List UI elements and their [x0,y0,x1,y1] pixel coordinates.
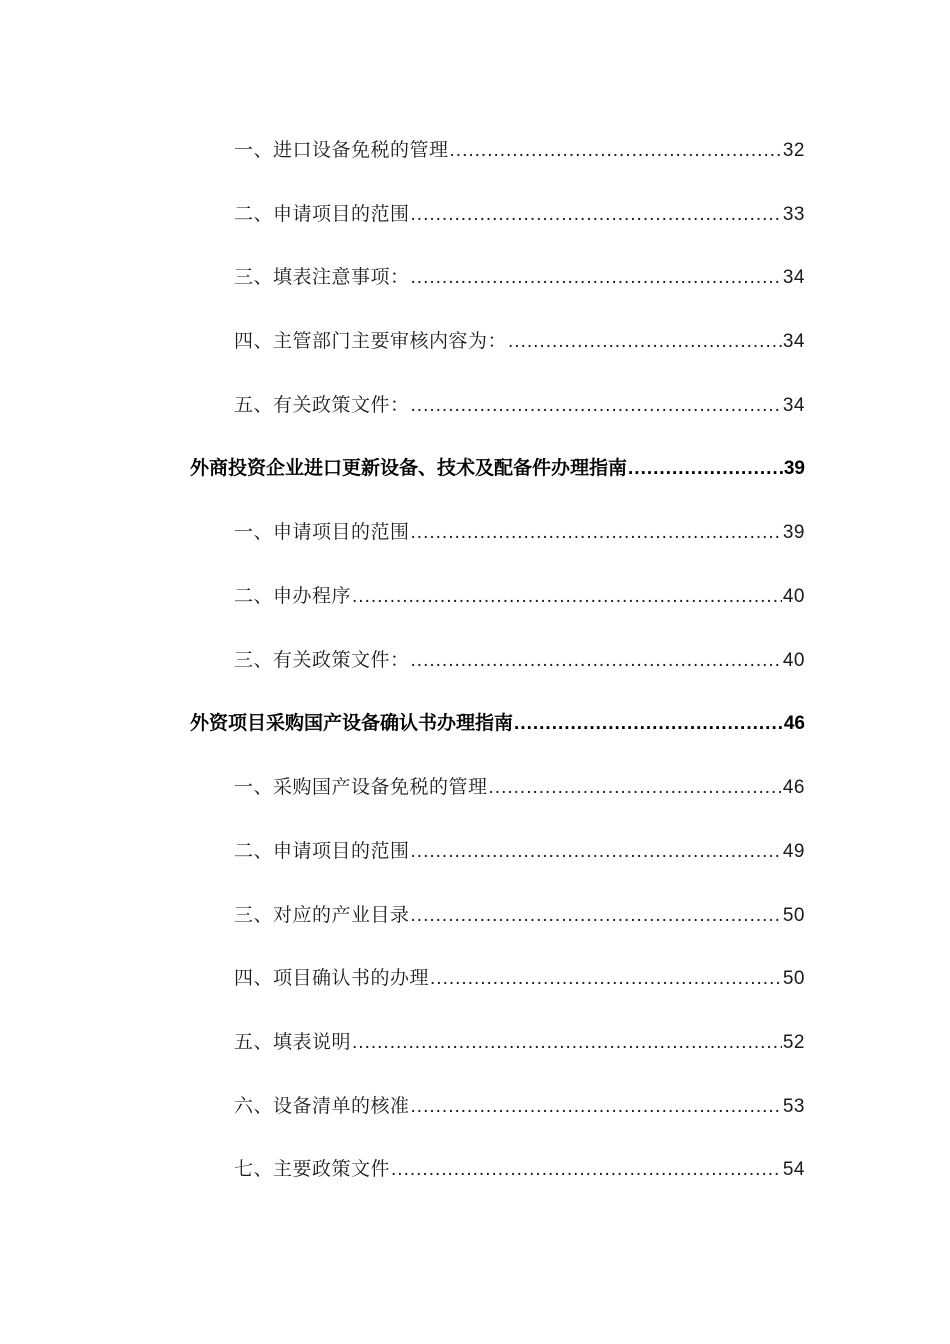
toc-page-number: 53 [782,1096,805,1117]
toc-page-number: 40 [782,650,805,671]
toc-dot-leader [411,901,782,931]
toc-page-number: 49 [782,841,805,862]
toc-page-number: 34 [782,331,805,352]
toc-entry-title: 一、进口设备免税的管理 [234,139,449,161]
toc-dot-leader [430,964,782,994]
toc-page-number: 46 [782,777,805,798]
toc-entry[interactable] [234,199,805,229]
toc-dot-leader [352,1028,782,1058]
toc-entry[interactable] [234,135,805,165]
toc-entry[interactable] [234,326,805,356]
toc-chapter-entry[interactable] [190,453,805,483]
toc-dot-leader [411,646,782,676]
toc-entry[interactable] [234,1091,805,1121]
toc-entry-title: 三、填表注意事项： [234,266,410,288]
toc-entry[interactable] [234,390,805,420]
toc-page-number: 39 [783,458,805,479]
toc-entry-title: 一、采购国产设备免税的管理 [234,776,488,798]
toc-entry[interactable] [234,1027,805,1057]
toc-entry[interactable] [234,262,805,292]
toc-entry-title: 二、申办程序 [234,585,352,607]
toc-page-number: 39 [782,522,805,543]
toc-entry[interactable] [234,836,805,866]
toc-dot-leader [411,1092,782,1122]
toc-entry-title: 五、填表说明 [234,1031,352,1053]
toc-dot-leader [508,327,782,357]
toc-dot-leader [411,263,782,293]
toc-page-number: 32 [782,140,805,161]
toc-entry-title: 二、申请项目的范围 [234,840,410,862]
toc-entry-title: 五、有关政策文件： [234,394,410,416]
toc-entry-title: 四、项目确认书的办理 [234,967,430,989]
toc-chapter-title: 外商投资企业进口更新设备、技术及配备件办理指南 [190,457,628,479]
toc-entry-title: 七、主要政策文件 [234,1158,391,1180]
toc-entry[interactable] [234,517,805,547]
toc-page-number: 33 [782,204,805,225]
toc-entry-title: 一、申请项目的范围 [234,521,410,543]
toc-dot-leader [628,454,783,484]
toc-page-number: 52 [782,1032,805,1053]
toc-page-number: 50 [782,905,805,926]
toc-dot-leader [514,709,783,739]
toc-page-number: 40 [782,586,805,607]
toc-dot-leader [411,200,782,230]
toc-dot-leader [450,136,782,166]
toc-page-number: 54 [782,1159,805,1180]
toc-entry-title: 二、申请项目的范围 [234,203,410,225]
toc-chapter-entry[interactable] [190,708,805,738]
toc-entry-title: 四、主管部门主要审核内容为： [234,330,508,352]
toc-page-number: 34 [782,395,805,416]
toc-entry-title: 三、有关政策文件： [234,649,410,671]
toc-page-number: 34 [782,267,805,288]
toc-entry[interactable] [234,772,805,802]
toc-page-number: 46 [783,713,805,734]
toc-entry[interactable] [234,1154,805,1184]
toc-entry-title: 三、对应的产业目录 [234,904,410,926]
toc-entry[interactable] [234,645,805,675]
toc-entry[interactable] [234,581,805,611]
toc-entry[interactable] [234,900,805,930]
toc-entry[interactable] [234,963,805,993]
toc-dot-leader [411,518,782,548]
toc-dot-leader [411,837,782,867]
toc-page-number: 50 [782,968,805,989]
toc-dot-leader [489,773,782,803]
toc-dot-leader [411,391,782,421]
toc-dot-leader [352,582,782,612]
toc-dot-leader [391,1155,782,1185]
toc-entry-title: 六、设备清单的核准 [234,1095,410,1117]
toc-chapter-title: 外资项目采购国产设备确认书办理指南 [190,712,514,734]
